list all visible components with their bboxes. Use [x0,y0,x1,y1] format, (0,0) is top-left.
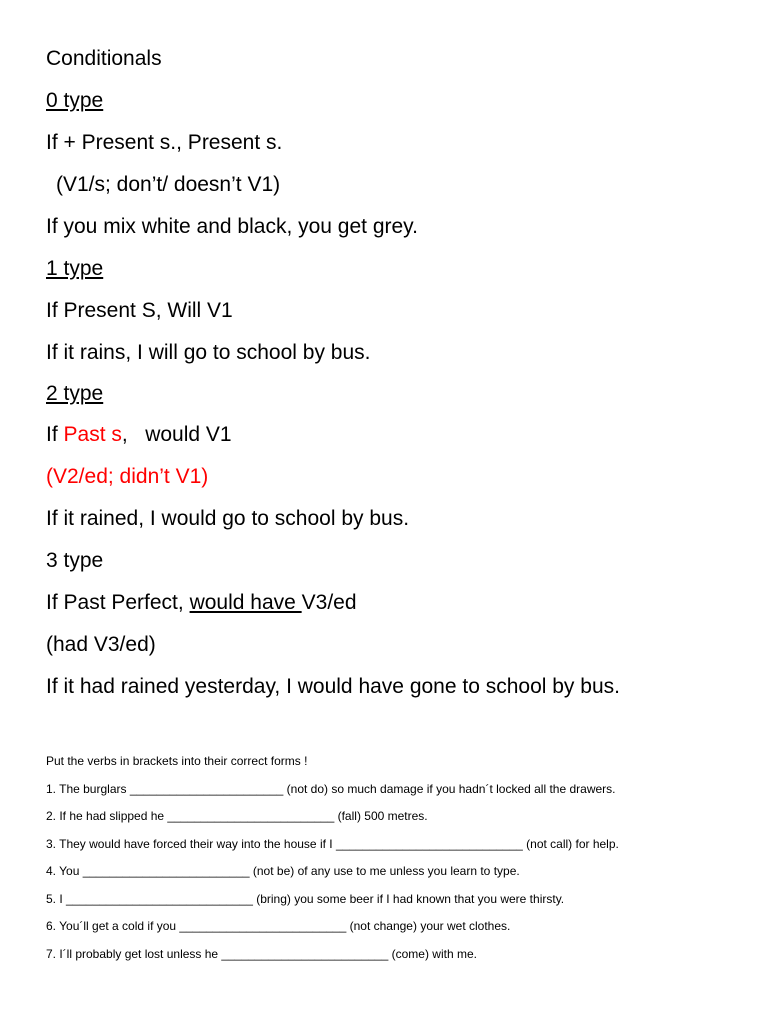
type3-formula-would: would have [189,591,302,614]
exercise-item: 5. I ____________________________ (bring) you some beer if I had known that you were thirsty. [46,892,565,906]
type0-formula: If + Present s., Present s. [46,131,283,154]
type3-formula [46,590,357,616]
page-title: Conditionals [46,47,162,70]
type2-forms: (V2/ed; didn’t V1) [46,465,209,488]
type3-formula-end: V3/ed [301,591,357,614]
type1-example: If it rains, I will go to school by bus. [46,341,371,364]
type1-heading: 1 type [46,257,104,280]
type0-heading: 0 type [46,89,104,112]
type1-formula: If Present S, Will V1 [46,299,233,322]
exercise-item: 4. You _________________________ (not be) of any use to me unless you learn to type. [46,864,520,878]
exercise-instruction: Put the verbs in brackets into their correct forms ! [46,754,308,768]
type3-example: If it had rained yesterday, I would have gone to school by bus. [46,675,620,698]
exercise-item: 3. They would have forced their way into the house if I ____________________________ (not call) for help. [46,837,619,851]
type2-formula-if: If [46,423,64,446]
type2-formula [46,422,232,448]
type0-forms: (V1/s; don’t/ doesn’t V1) [56,173,281,196]
type2-formula-past: Past s [63,423,122,446]
exercise-item: 1. The burglars _______________________ (not do) so much damage if you hadn´t locked all the drawers. [46,782,616,796]
type2-formula-rest: , would V1 [121,423,232,446]
type3-formula-start: If Past Perfect, [46,591,190,614]
type2-example: If it rained, I would go to school by bus. [46,507,410,530]
type3-forms: (had V3/ed) [46,633,156,656]
exercise-item: 6. You´ll get a cold if you _________________________ (not change) your wet clothes. [46,919,511,933]
exercise-item: 7. I´ll probably get lost unless he _________________________ (come) with me. [46,947,477,961]
type0-example: If you mix white and black, you get grey. [46,215,418,238]
type3-heading: 3 type [46,549,104,572]
type2-heading: 2 type [46,382,104,405]
exercise-item: 2. If he had slipped he _________________________ (fall) 500 metres. [46,809,428,823]
